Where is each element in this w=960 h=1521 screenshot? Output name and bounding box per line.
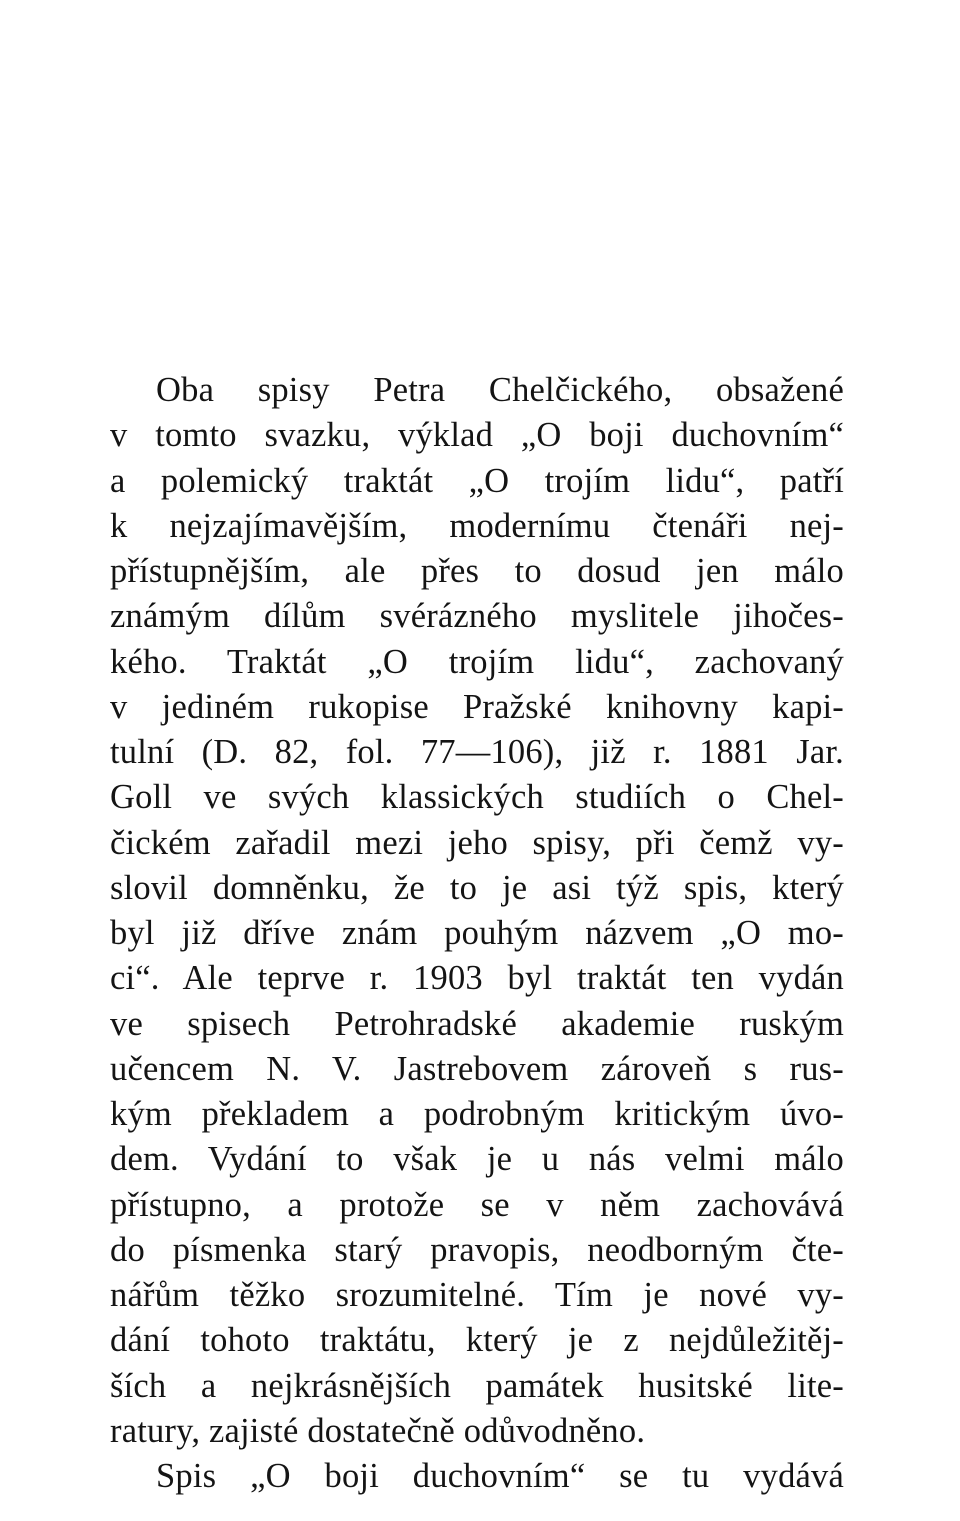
- text-line: čickém zařadil mezi jeho spisy, při čemž vy-: [110, 823, 844, 862]
- text-line: ších a nejkrásnějších památek husitské lite-: [110, 1366, 844, 1405]
- text-line: dání tohoto traktátu, který je z nejdůležitěj-: [110, 1321, 844, 1360]
- text-line: Spis „O boji duchovním“ se tu vydává: [156, 1457, 844, 1495]
- text-line: známým dílům svérázného myslitele jihočes-: [110, 597, 844, 636]
- text-line: učencem N. V. Jastrebovem zároveň s rus-: [110, 1049, 844, 1088]
- text-line: do písmenka starý pravopis, neodborným čte-: [110, 1230, 844, 1269]
- text-line: ve spisech Petrohradské akademie ruským: [110, 1004, 844, 1043]
- text-line: přístupno, a protože se v něm zachovává: [110, 1185, 844, 1224]
- text-line: kého. Traktát „O trojím lidu“, zachovaný: [110, 642, 844, 681]
- text-line: nářům těžko srozumitelné. Tím je nové vy-: [110, 1276, 844, 1314]
- text-line: ci“. Ale teprve r. 1903 byl traktát ten vydán: [110, 959, 844, 998]
- text-line: a polemický traktát „O trojím lidu“, patří: [110, 461, 844, 500]
- text-line: k nejzajímavějším, modernímu čtenáři nej-: [110, 506, 844, 545]
- text-line: byl již dříve znám pouhým názvem „O mo-: [110, 914, 844, 952]
- text-line: Oba spisy Petra Chelčického, obsažené: [156, 371, 844, 409]
- text-line: ratury, zajisté dostatečně odůvodněno.: [110, 1411, 646, 1450]
- text-line: Goll ve svých klassických studiích o Chel-: [110, 778, 844, 817]
- text-line: kým překladem a podrobným kritickým úvo-: [110, 1095, 844, 1133]
- text-line: tulní (D. 82, fol. 77—106), již r. 1881 Jar.: [110, 733, 844, 771]
- text-line: v tomto svazku, výklad „O boji duchovním“: [110, 416, 844, 455]
- body-text: [110, 368, 844, 1499]
- text-line: dem. Vydání to však je u nás velmi málo: [110, 1140, 844, 1179]
- text-line: přístupnějším, ale přes to dosud jen málo: [110, 552, 844, 590]
- text-line: v jediném rukopise Pražské knihovny kapi-: [110, 687, 844, 726]
- text-line: slovil domněnku, že to je asi týž spis, který: [110, 868, 844, 907]
